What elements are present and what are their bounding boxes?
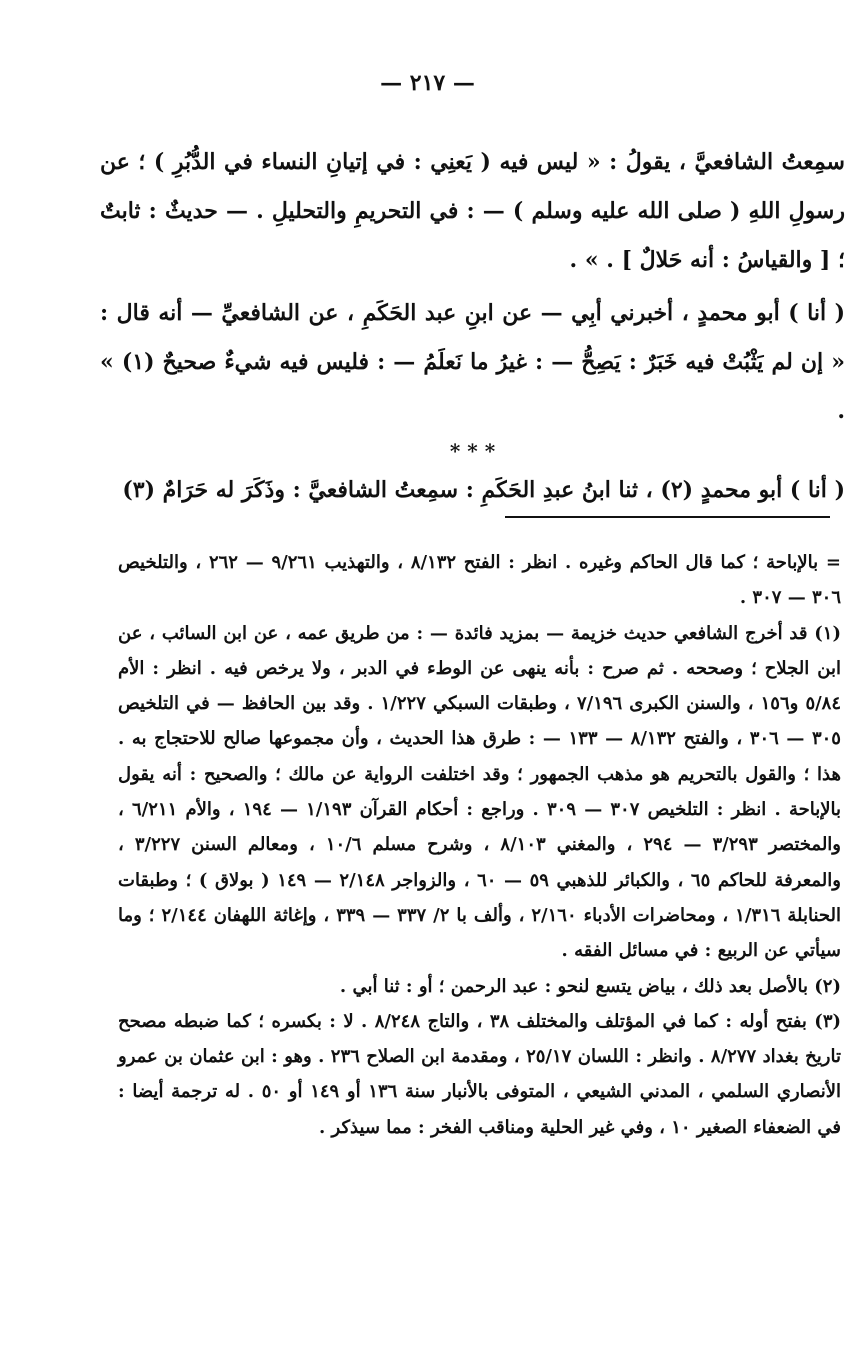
section-separator-stars: * * * xyxy=(449,439,496,463)
main-paragraph-3: ( أنا ) أبو محمدٍ (٢) ، ثنا ابنُ عبدِ الحَكَمِ : سمِعتُ الشافعيَّ : وذَكَرَ له حَرَامٌ (٣) xyxy=(122,477,845,503)
footnote-divider xyxy=(505,516,830,518)
main-paragraph-2: ( أنا ) أبو محمدٍ ، أخبرني أبِي — عن ابنِ عبد الحَكَمِ ، عن الشافعيِّ — أنه قال : « إن لم يَثْبُتْ فيه خَبَرٌ : يَصِحُّ — : غيرُ ما نَعلَمُ — : فليس فيه شيءٌ صحيحٌ (١) » . xyxy=(100,300,845,424)
footnote-3: (٣) بفتح أوله : كما في المؤتلف والمختلف ٣٨ ، والتاج ٨/٢٤٨ . لا : بكسره ؛ كما ضبطه مصحح تاريخ بغداد ٨/٢٧٧ . وانظر : اللسان ٢٥/١٧ ، ومقدمة ابن الصلاح ٢٣٦ . وهو : ابن عثمان بن عمرو الأنصاري السلمي ، المدني الشيعي ، المتوفى بالأنبار سنة ١٣٦ أو ١٤٩ أو ٥٠ . له ترجمة أيضا : في الضعفاء الصغير ١٠ ، وفي غير الحلية ومناقب الفخر : مما سيذكر . xyxy=(118,1010,842,1138)
main-paragraph-1: سمِعتُ الشافعيَّ ، يقولُ : « ليس فيه ( يَعنِي : في إتيانِ النساء في الدُّبُرِ ) ؛ عن رسولِ اللهِ ( صلى الله عليه وسلم ) — : في التحريمِ والتحليلِ . — حديثٌ : ثابتٌ ؛ [ والقياسُ : أنه حَلالٌ ] . » . xyxy=(100,149,845,273)
footnotes xyxy=(118,545,841,1145)
footnote-2: (٢) بالأصل بعد ذلك ، بياض يتسع لنحو : عبد الرحمن ؛ أو : ثنا أبي . xyxy=(339,975,841,997)
page-number: — ٢١٧ — xyxy=(380,70,475,96)
footnote-1: (١) قد أخرج الشافعي حديث خزيمة — بمزيد فائدة — : من طريق عمه ، عن ابن السائب ، عن ابن الجلاح ؛ وصححه . ثم صرح : بأنه ينهى عن الوطء في الدبر ، ولا يرخص فيه . انظر : الأم ٥/٨٤ و١٥٦ ، والسنن الكبرى ٧/١٩٦ ، وطبقات السبكي ١/٢٢٧ . وقد بين الحافظ — في التلخيص ٣٠٥ — ٣٠٦ ، والفتح ٨/١٣٢ — ١٣٣ — : طرق هذا الحديث ، وأن مجموعها صالح للاحتجاج به . هذا ؛ والقول بالتحريم هو مذهب الجمهور ؛ وقد اختلفت الرواية عن مالك ؛ والصحيح : أنه يقول بالإباحة . انظر : التلخيص ٣٠٧ — ٣٠٩ . وراجع : أحكام القرآن ١/١٩٣ — ١٩٤ ، والأم ٦/٢١١ ، والمختصر ٣/٢٩٣ — ٢٩٤ ، والمغني ٨/١٠٣ ، وشرح مسلم ١٠/٦ ، ومعالم السنن ٣/٢٢٧ ، والمعرفة للحاكم ٦٥ ، والكبائر للذهبي ٥٩ — ٦٠ ، والزواجر ٢/١٤٨ — ١٤٩ ( بولاق ) ؛ وطبقات الحنابلة ١/٣١٦ ، ومحاضرات الأدباء ٢/١٦٠ ، وألف با ٢/ ٣٣٧ — ٣٣٩ ، وإغاثة اللهفان ٢/١٤٤ ؛ وما سيأتي عن الربيع : في مسائل الفقه . xyxy=(118,622,842,962)
footnote-continuation: = بالإباحة ؛ كما قال الحاكم وغيره . انظر : الفتح ٨/١٣٢ ، والتهذيب ٩/٢٦١ — ٢٦٢ ، والتلخيص ٣٠٦ — ٣٠٧ . xyxy=(118,552,841,609)
main-text xyxy=(100,138,845,515)
